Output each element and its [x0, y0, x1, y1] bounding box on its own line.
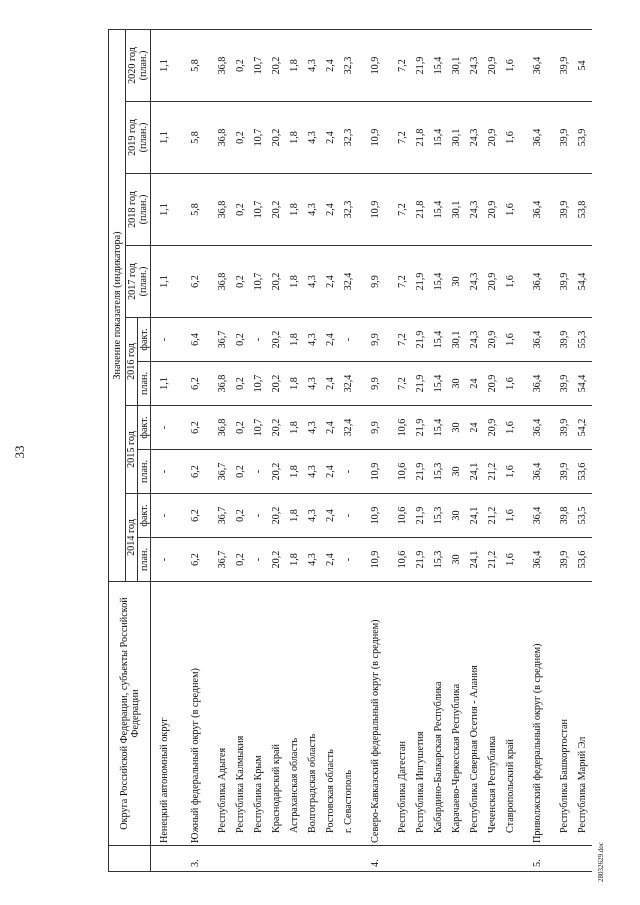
value-cell: 30 — [448, 246, 466, 318]
row-number — [484, 846, 502, 872]
value-cell: 10,9 — [358, 494, 394, 538]
table-row — [448, 30, 466, 872]
value-cell: 36,4 — [520, 362, 556, 406]
value-cell: 36,8 — [214, 406, 232, 450]
header-2014-plan: план. — [138, 538, 151, 582]
rotated-table-area — [108, 30, 588, 872]
value-cell: 53,5 — [574, 494, 592, 538]
value-cell: - — [151, 494, 178, 538]
value-cell: 36,4 — [520, 30, 556, 102]
value-cell: 2,4 — [322, 494, 340, 538]
value-cell: 39,9 — [556, 318, 574, 362]
header-2016: 2016 год — [126, 318, 138, 406]
value-cell: 6,2 — [178, 494, 214, 538]
value-cell: 4,3 — [304, 30, 322, 102]
region-name: Республика Башкортостан — [556, 582, 574, 846]
value-cell: 9,9 — [358, 246, 394, 318]
value-cell: 1,8 — [286, 102, 304, 174]
value-cell: - — [340, 450, 358, 494]
value-cell: 30,1 — [448, 30, 466, 102]
value-cell: 4,3 — [304, 450, 322, 494]
header-2016-plan: план. — [138, 362, 151, 406]
header-2019: 2019 год (план.) — [126, 102, 151, 174]
value-cell: - — [340, 538, 358, 582]
region-name: Республика Северная Осетия - Алания — [466, 582, 484, 846]
value-cell: 39,9 — [556, 246, 574, 318]
value-cell: 1,8 — [286, 318, 304, 362]
value-cell: 36,7 — [214, 494, 232, 538]
row-number: 4. — [358, 846, 394, 872]
value-cell: 10,9 — [358, 174, 394, 246]
value-cell: 0,2 — [232, 30, 250, 102]
value-cell: 15,3 — [430, 538, 448, 582]
value-cell: 36,4 — [520, 538, 556, 582]
row-number — [322, 846, 340, 872]
value-cell: 15,4 — [430, 406, 448, 450]
value-cell: 20,2 — [268, 30, 286, 102]
table-row — [304, 30, 322, 872]
table-row — [268, 30, 286, 872]
value-cell: 4,3 — [304, 174, 322, 246]
value-cell: 21,2 — [484, 538, 502, 582]
value-cell: 30,1 — [448, 318, 466, 362]
value-cell: 39,8 — [556, 494, 574, 538]
value-cell: 6,4 — [178, 318, 214, 362]
value-cell: - — [250, 318, 268, 362]
value-cell: - — [340, 318, 358, 362]
row-number — [304, 846, 322, 872]
value-cell: 10,7 — [250, 406, 268, 450]
header-number — [109, 846, 151, 872]
table-body — [151, 30, 592, 872]
value-cell: - — [151, 318, 178, 362]
value-cell: 1,1 — [151, 174, 178, 246]
region-name: Ростовская область — [322, 582, 340, 846]
value-cell: 20,9 — [484, 174, 502, 246]
value-cell: 0,2 — [232, 102, 250, 174]
table-row — [286, 30, 304, 872]
value-cell: 0,2 — [232, 450, 250, 494]
value-cell: 21,9 — [412, 494, 430, 538]
header-2017: 2017 год (план.) — [126, 246, 151, 318]
value-cell: 10,9 — [358, 30, 394, 102]
value-cell: 4,3 — [304, 362, 322, 406]
value-cell: 32,3 — [340, 174, 358, 246]
table-row — [358, 30, 394, 872]
value-cell: 1,8 — [286, 494, 304, 538]
value-cell: 15,3 — [430, 494, 448, 538]
value-cell: 24,3 — [466, 318, 484, 362]
region-name: Ненецкий автономный округ — [151, 582, 178, 846]
region-name: Республика Калмыкия — [232, 582, 250, 846]
value-cell: 9,9 — [358, 362, 394, 406]
value-cell: 53,9 — [574, 102, 592, 174]
value-cell: 36,8 — [214, 246, 232, 318]
table-header — [109, 30, 151, 872]
value-cell: 20,2 — [268, 174, 286, 246]
value-cell: - — [151, 450, 178, 494]
value-cell: 21,9 — [412, 318, 430, 362]
value-cell: 55,3 — [574, 318, 592, 362]
region-name: Республика Марий Эл — [574, 582, 592, 846]
value-cell: 2,4 — [322, 174, 340, 246]
value-cell: 1,8 — [286, 450, 304, 494]
value-cell: 7,2 — [394, 362, 412, 406]
value-cell: 20,9 — [484, 30, 502, 102]
value-cell: 15,4 — [430, 102, 448, 174]
value-cell: 20,2 — [268, 318, 286, 362]
header-2015-plan: план. — [138, 450, 151, 494]
value-cell: 4,3 — [304, 538, 322, 582]
row-number — [502, 846, 520, 872]
header-region: Округа Российской Федерации, субъекты Российской Федерации — [109, 582, 151, 846]
page-number: 33 — [12, 445, 27, 459]
value-cell: 7,2 — [394, 174, 412, 246]
value-cell: 36,4 — [520, 102, 556, 174]
value-cell: 9,9 — [358, 318, 394, 362]
value-cell: 6,2 — [178, 246, 214, 318]
table-row — [502, 30, 520, 872]
value-cell: 1,6 — [502, 494, 520, 538]
table-row — [151, 30, 178, 872]
value-cell: 1,1 — [151, 102, 178, 174]
value-cell: 15,4 — [430, 362, 448, 406]
row-number — [232, 846, 250, 872]
region-name: Кабардино-Балкарская Республика — [430, 582, 448, 846]
value-cell: 1,6 — [502, 174, 520, 246]
table-row — [430, 30, 448, 872]
row-number — [250, 846, 268, 872]
header-value-group: Значение показателя (индикатора) — [109, 30, 126, 582]
value-cell: 2,4 — [322, 406, 340, 450]
value-cell: 1,6 — [502, 318, 520, 362]
value-cell: 30 — [448, 450, 466, 494]
value-cell: 10,9 — [358, 450, 394, 494]
table-row — [178, 30, 214, 872]
row-number — [430, 846, 448, 872]
value-cell: 21,9 — [412, 362, 430, 406]
value-cell: 1,6 — [502, 246, 520, 318]
table-row — [232, 30, 250, 872]
row-number — [340, 846, 358, 872]
table-row — [484, 30, 502, 872]
value-cell: 5,8 — [178, 102, 214, 174]
value-cell: 2,4 — [322, 538, 340, 582]
value-cell: 4,3 — [304, 318, 322, 362]
region-name: Северо-Кавказский федеральный округ (в среднем) — [358, 582, 394, 846]
value-cell: 36,7 — [214, 538, 232, 582]
value-cell: 36,7 — [214, 318, 232, 362]
region-name: Карачаево-Черкесская Республика — [448, 582, 466, 846]
value-cell: 36,4 — [520, 494, 556, 538]
value-cell: 10,6 — [394, 494, 412, 538]
region-name: Республика Крым — [250, 582, 268, 846]
table-row — [214, 30, 232, 872]
row-number — [151, 846, 178, 872]
value-cell: 30,1 — [448, 174, 466, 246]
value-cell: 24,3 — [466, 30, 484, 102]
value-cell: 0,2 — [232, 174, 250, 246]
header-2020: 2020 год (план.) — [126, 30, 151, 102]
value-cell: 24,1 — [466, 538, 484, 582]
value-cell: 1,6 — [502, 30, 520, 102]
value-cell: 7,2 — [394, 246, 412, 318]
value-cell: 21,8 — [412, 102, 430, 174]
value-cell: 0,2 — [232, 362, 250, 406]
header-2015-fact: факт. — [138, 406, 151, 450]
value-cell: 1,1 — [151, 362, 178, 406]
table-row — [574, 30, 592, 872]
value-cell: 36,4 — [520, 406, 556, 450]
value-cell: 2,4 — [322, 450, 340, 494]
value-cell: 54,4 — [574, 362, 592, 406]
value-cell: 30 — [448, 362, 466, 406]
value-cell: 10,9 — [358, 102, 394, 174]
row-number — [394, 846, 412, 872]
value-cell: 20,2 — [268, 494, 286, 538]
value-cell: 6,2 — [178, 450, 214, 494]
value-cell: 15,3 — [430, 450, 448, 494]
value-cell: 6,2 — [178, 538, 214, 582]
header-2018: 2018 год (план.) — [126, 174, 151, 246]
value-cell: - — [250, 494, 268, 538]
table-row — [466, 30, 484, 872]
row-number — [412, 846, 430, 872]
value-cell: 2,4 — [322, 30, 340, 102]
value-cell: - — [340, 494, 358, 538]
value-cell: 24 — [466, 362, 484, 406]
region-name: Приволжский федеральный округ (в среднем) — [520, 582, 556, 846]
value-cell: 15,4 — [430, 246, 448, 318]
header-2015: 2015 год — [126, 406, 138, 494]
value-cell: 0,2 — [232, 406, 250, 450]
value-cell: - — [250, 450, 268, 494]
row-number: 5. — [520, 846, 556, 872]
value-cell: - — [151, 406, 178, 450]
value-cell: 10,7 — [250, 30, 268, 102]
value-cell: 36,4 — [520, 318, 556, 362]
value-cell: 10,7 — [250, 362, 268, 406]
value-cell: 53,6 — [574, 450, 592, 494]
value-cell: 5,8 — [178, 174, 214, 246]
value-cell: - — [151, 538, 178, 582]
region-name: Чеченская Республика — [484, 582, 502, 846]
value-cell: 30 — [448, 494, 466, 538]
value-cell: 36,4 — [520, 450, 556, 494]
value-cell: 21,2 — [484, 450, 502, 494]
value-cell: 1,6 — [502, 450, 520, 494]
value-cell: 7,2 — [394, 102, 412, 174]
region-name: Республика Дагестан — [394, 582, 412, 846]
value-cell: 20,2 — [268, 102, 286, 174]
value-cell: 36,8 — [214, 362, 232, 406]
row-number — [268, 846, 286, 872]
value-cell: 21,2 — [484, 494, 502, 538]
value-cell: 2,4 — [322, 362, 340, 406]
value-cell: 36,7 — [214, 450, 232, 494]
value-cell: 6,2 — [178, 406, 214, 450]
value-cell: 1,1 — [151, 30, 178, 102]
value-cell: 54,2 — [574, 406, 592, 450]
value-cell: 21,9 — [412, 538, 430, 582]
value-cell: 21,9 — [412, 406, 430, 450]
row-number — [448, 846, 466, 872]
row-number — [466, 846, 484, 872]
value-cell: 20,9 — [484, 318, 502, 362]
value-cell: 20,9 — [484, 362, 502, 406]
value-cell: 1,8 — [286, 538, 304, 582]
value-cell: 24 — [466, 406, 484, 450]
value-cell: 10,6 — [394, 538, 412, 582]
value-cell: 10,7 — [250, 174, 268, 246]
value-cell: 20,9 — [484, 102, 502, 174]
document-reference: 28032629.doc — [597, 842, 605, 882]
value-cell: 1,1 — [151, 246, 178, 318]
value-cell: 7,2 — [394, 30, 412, 102]
value-cell: 15,4 — [430, 30, 448, 102]
row-number — [556, 846, 574, 872]
value-cell: 2,4 — [322, 102, 340, 174]
value-cell: 20,2 — [268, 450, 286, 494]
value-cell: 1,8 — [286, 362, 304, 406]
indicator-table — [108, 29, 592, 872]
region-name: Южный федеральный округ (в среднем) — [178, 582, 214, 846]
table-row — [412, 30, 430, 872]
value-cell: 54 — [574, 30, 592, 102]
value-cell: 36,4 — [520, 174, 556, 246]
value-cell: 24,1 — [466, 494, 484, 538]
value-cell: 53,6 — [574, 538, 592, 582]
row-number — [574, 846, 592, 872]
value-cell: 20,9 — [484, 246, 502, 318]
value-cell: 21,9 — [412, 30, 430, 102]
value-cell: 21,8 — [412, 174, 430, 246]
value-cell: 1,8 — [286, 174, 304, 246]
value-cell: 32,4 — [340, 362, 358, 406]
value-cell: 20,2 — [268, 246, 286, 318]
value-cell: 0,2 — [232, 538, 250, 582]
value-cell: 10,9 — [358, 538, 394, 582]
value-cell: 54,4 — [574, 246, 592, 318]
value-cell: 36,4 — [520, 246, 556, 318]
value-cell: 4,3 — [304, 102, 322, 174]
region-name: Волгоградская область — [304, 582, 322, 846]
value-cell: 36,8 — [214, 102, 232, 174]
value-cell: 10,7 — [250, 102, 268, 174]
value-cell: 20,2 — [268, 406, 286, 450]
value-cell: 5,8 — [178, 30, 214, 102]
value-cell: 20,2 — [268, 362, 286, 406]
region-name: Республика Адыгея — [214, 582, 232, 846]
value-cell: 39,9 — [556, 362, 574, 406]
value-cell: 15,4 — [430, 318, 448, 362]
value-cell: 24,3 — [466, 174, 484, 246]
value-cell: 10,7 — [250, 246, 268, 318]
value-cell: 1,6 — [502, 538, 520, 582]
value-cell: 1,6 — [502, 406, 520, 450]
value-cell: 10,6 — [394, 450, 412, 494]
value-cell: 2,4 — [322, 318, 340, 362]
value-cell: 36,8 — [214, 30, 232, 102]
value-cell: 9,9 — [358, 406, 394, 450]
value-cell: - — [250, 538, 268, 582]
table-row — [394, 30, 412, 872]
value-cell: 53,8 — [574, 174, 592, 246]
value-cell: 24,3 — [466, 102, 484, 174]
row-number: 3. — [178, 846, 214, 872]
value-cell: 7,2 — [394, 318, 412, 362]
value-cell: 0,2 — [232, 318, 250, 362]
value-cell: 1,6 — [502, 102, 520, 174]
value-cell: 1,8 — [286, 30, 304, 102]
value-cell: 39,9 — [556, 406, 574, 450]
table-row — [340, 30, 358, 872]
value-cell: 30 — [448, 538, 466, 582]
value-cell: 0,2 — [232, 246, 250, 318]
row-number — [286, 846, 304, 872]
value-cell: 10,6 — [394, 406, 412, 450]
value-cell: 1,6 — [502, 362, 520, 406]
value-cell: 39,9 — [556, 30, 574, 102]
region-name: Краснодарский край — [268, 582, 286, 846]
value-cell: 39,9 — [556, 450, 574, 494]
value-cell: 1,8 — [286, 406, 304, 450]
value-cell: 32,3 — [340, 102, 358, 174]
table-row — [250, 30, 268, 872]
region-name: г. Севастополь — [340, 582, 358, 846]
value-cell: 20,2 — [268, 538, 286, 582]
header-2016-fact: факт. — [138, 318, 151, 362]
value-cell: 39,9 — [556, 174, 574, 246]
row-number — [214, 846, 232, 872]
value-cell: 4,3 — [304, 246, 322, 318]
value-cell: 2,4 — [322, 246, 340, 318]
region-name: Республика Ингушетия — [412, 582, 430, 846]
value-cell: 30 — [448, 406, 466, 450]
value-cell: 20,9 — [484, 406, 502, 450]
value-cell: 15,4 — [430, 174, 448, 246]
value-cell: 4,3 — [304, 406, 322, 450]
value-cell: 32,4 — [340, 406, 358, 450]
header-2014-fact: факт. — [138, 494, 151, 538]
value-cell: 36,8 — [214, 174, 232, 246]
value-cell: 24,3 — [466, 246, 484, 318]
value-cell: 6,2 — [178, 362, 214, 406]
value-cell: 32,4 — [340, 246, 358, 318]
region-name: Астраханская область — [286, 582, 304, 846]
header-2014: 2014 год — [126, 494, 138, 582]
region-name: Ставропольский край — [502, 582, 520, 846]
table-row — [520, 30, 556, 872]
value-cell: 32,3 — [340, 30, 358, 102]
value-cell: 24,1 — [466, 450, 484, 494]
value-cell: 39,9 — [556, 102, 574, 174]
value-cell: 21,9 — [412, 450, 430, 494]
table-row — [322, 30, 340, 872]
value-cell: 30,1 — [448, 102, 466, 174]
value-cell: 4,3 — [304, 494, 322, 538]
table-row — [556, 30, 574, 872]
value-cell: 39,9 — [556, 538, 574, 582]
value-cell: 21,9 — [412, 246, 430, 318]
value-cell: 0,2 — [232, 494, 250, 538]
value-cell: 1,8 — [286, 246, 304, 318]
